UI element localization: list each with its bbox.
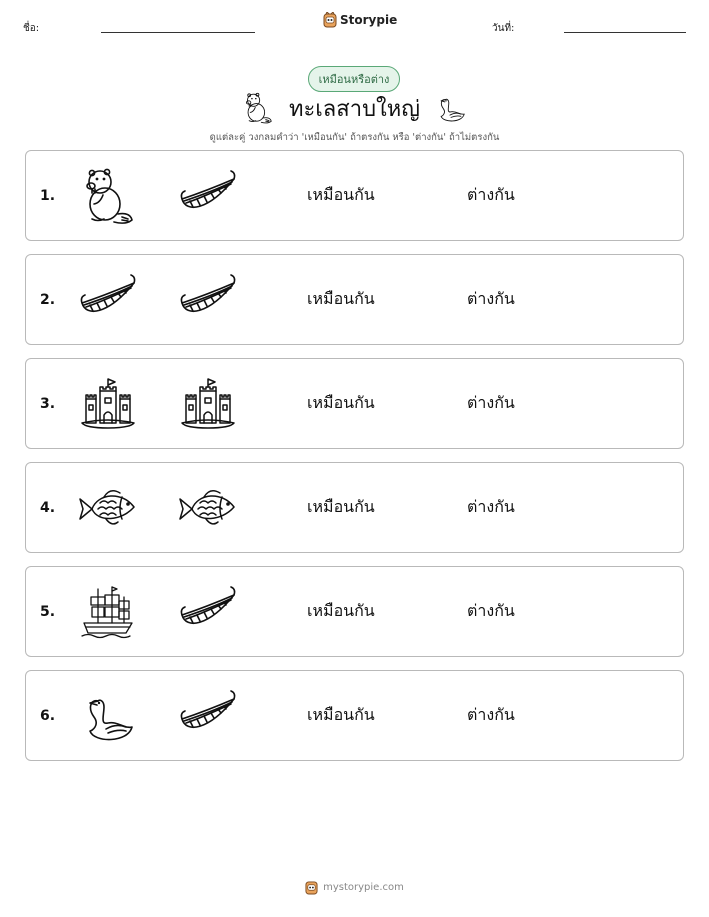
same-option[interactable]: เหมือนกัน <box>307 497 375 516</box>
question-row <box>25 462 684 553</box>
same-option[interactable]: เหมือนกัน <box>307 289 375 308</box>
same-option[interactable]: เหมือนกัน <box>307 601 375 620</box>
different-option[interactable]: ต่างกัน <box>467 393 515 412</box>
date-line[interactable] <box>564 32 686 33</box>
canoe-icon <box>178 583 238 641</box>
question-row <box>25 150 684 241</box>
swan-icon <box>434 92 468 124</box>
title-row <box>0 90 709 126</box>
same-option[interactable]: เหมือนกัน <box>307 705 375 724</box>
page-title: ทะเลสาบใหญ่ <box>288 96 421 122</box>
question-number: 6. <box>40 707 56 724</box>
different-option[interactable]: ต่างกัน <box>467 705 515 724</box>
beaver-icon <box>241 92 275 124</box>
question-row <box>25 670 684 761</box>
fish-icon <box>178 479 238 537</box>
castle-icon <box>78 375 138 433</box>
brand-logo <box>323 12 397 28</box>
footer <box>0 880 709 895</box>
castle-icon <box>178 375 238 433</box>
same-option[interactable]: เหมือนกัน <box>307 393 375 412</box>
question-number: 4. <box>40 499 56 516</box>
question-number: 3. <box>40 395 56 412</box>
canoe-icon <box>78 271 138 329</box>
same-option[interactable]: เหมือนกัน <box>307 185 375 204</box>
ship-icon <box>78 583 138 641</box>
question-number: 5. <box>40 603 56 620</box>
different-option[interactable]: ต่างกัน <box>467 601 515 620</box>
storypie-mascot-icon <box>323 12 337 28</box>
question-number: 2. <box>40 291 56 308</box>
different-option[interactable]: ต่างกัน <box>467 497 515 516</box>
different-option[interactable]: ต่างกัน <box>467 289 515 308</box>
canoe-icon <box>178 271 238 329</box>
name-label: ชื่อ: <box>23 23 40 34</box>
question-row <box>25 254 684 345</box>
storypie-mascot-icon <box>305 880 318 895</box>
canoe-icon <box>178 687 238 745</box>
name-line[interactable] <box>101 32 255 33</box>
instructions: ดูแต่ละคู่ วงกลมคำว่า 'เหมือนกัน' ถ้าตรงกัน หรือ 'ต่างกัน' ถ้าไม่ตรงกัน <box>209 132 500 143</box>
brand-name: Storypie <box>340 13 398 27</box>
fish-icon <box>78 479 138 537</box>
date-label: วันที่: <box>492 23 515 34</box>
canoe-icon <box>178 167 238 225</box>
footer-url[interactable]: mystorypie.com <box>323 882 404 893</box>
beaver-icon <box>78 167 138 225</box>
worksheet-type-badge: เหมือนหรือต่าง <box>308 66 400 92</box>
question-number: 1. <box>40 187 56 204</box>
question-row <box>25 358 684 449</box>
swan-icon <box>78 687 138 745</box>
question-row <box>25 566 684 657</box>
different-option[interactable]: ต่างกัน <box>467 185 515 204</box>
